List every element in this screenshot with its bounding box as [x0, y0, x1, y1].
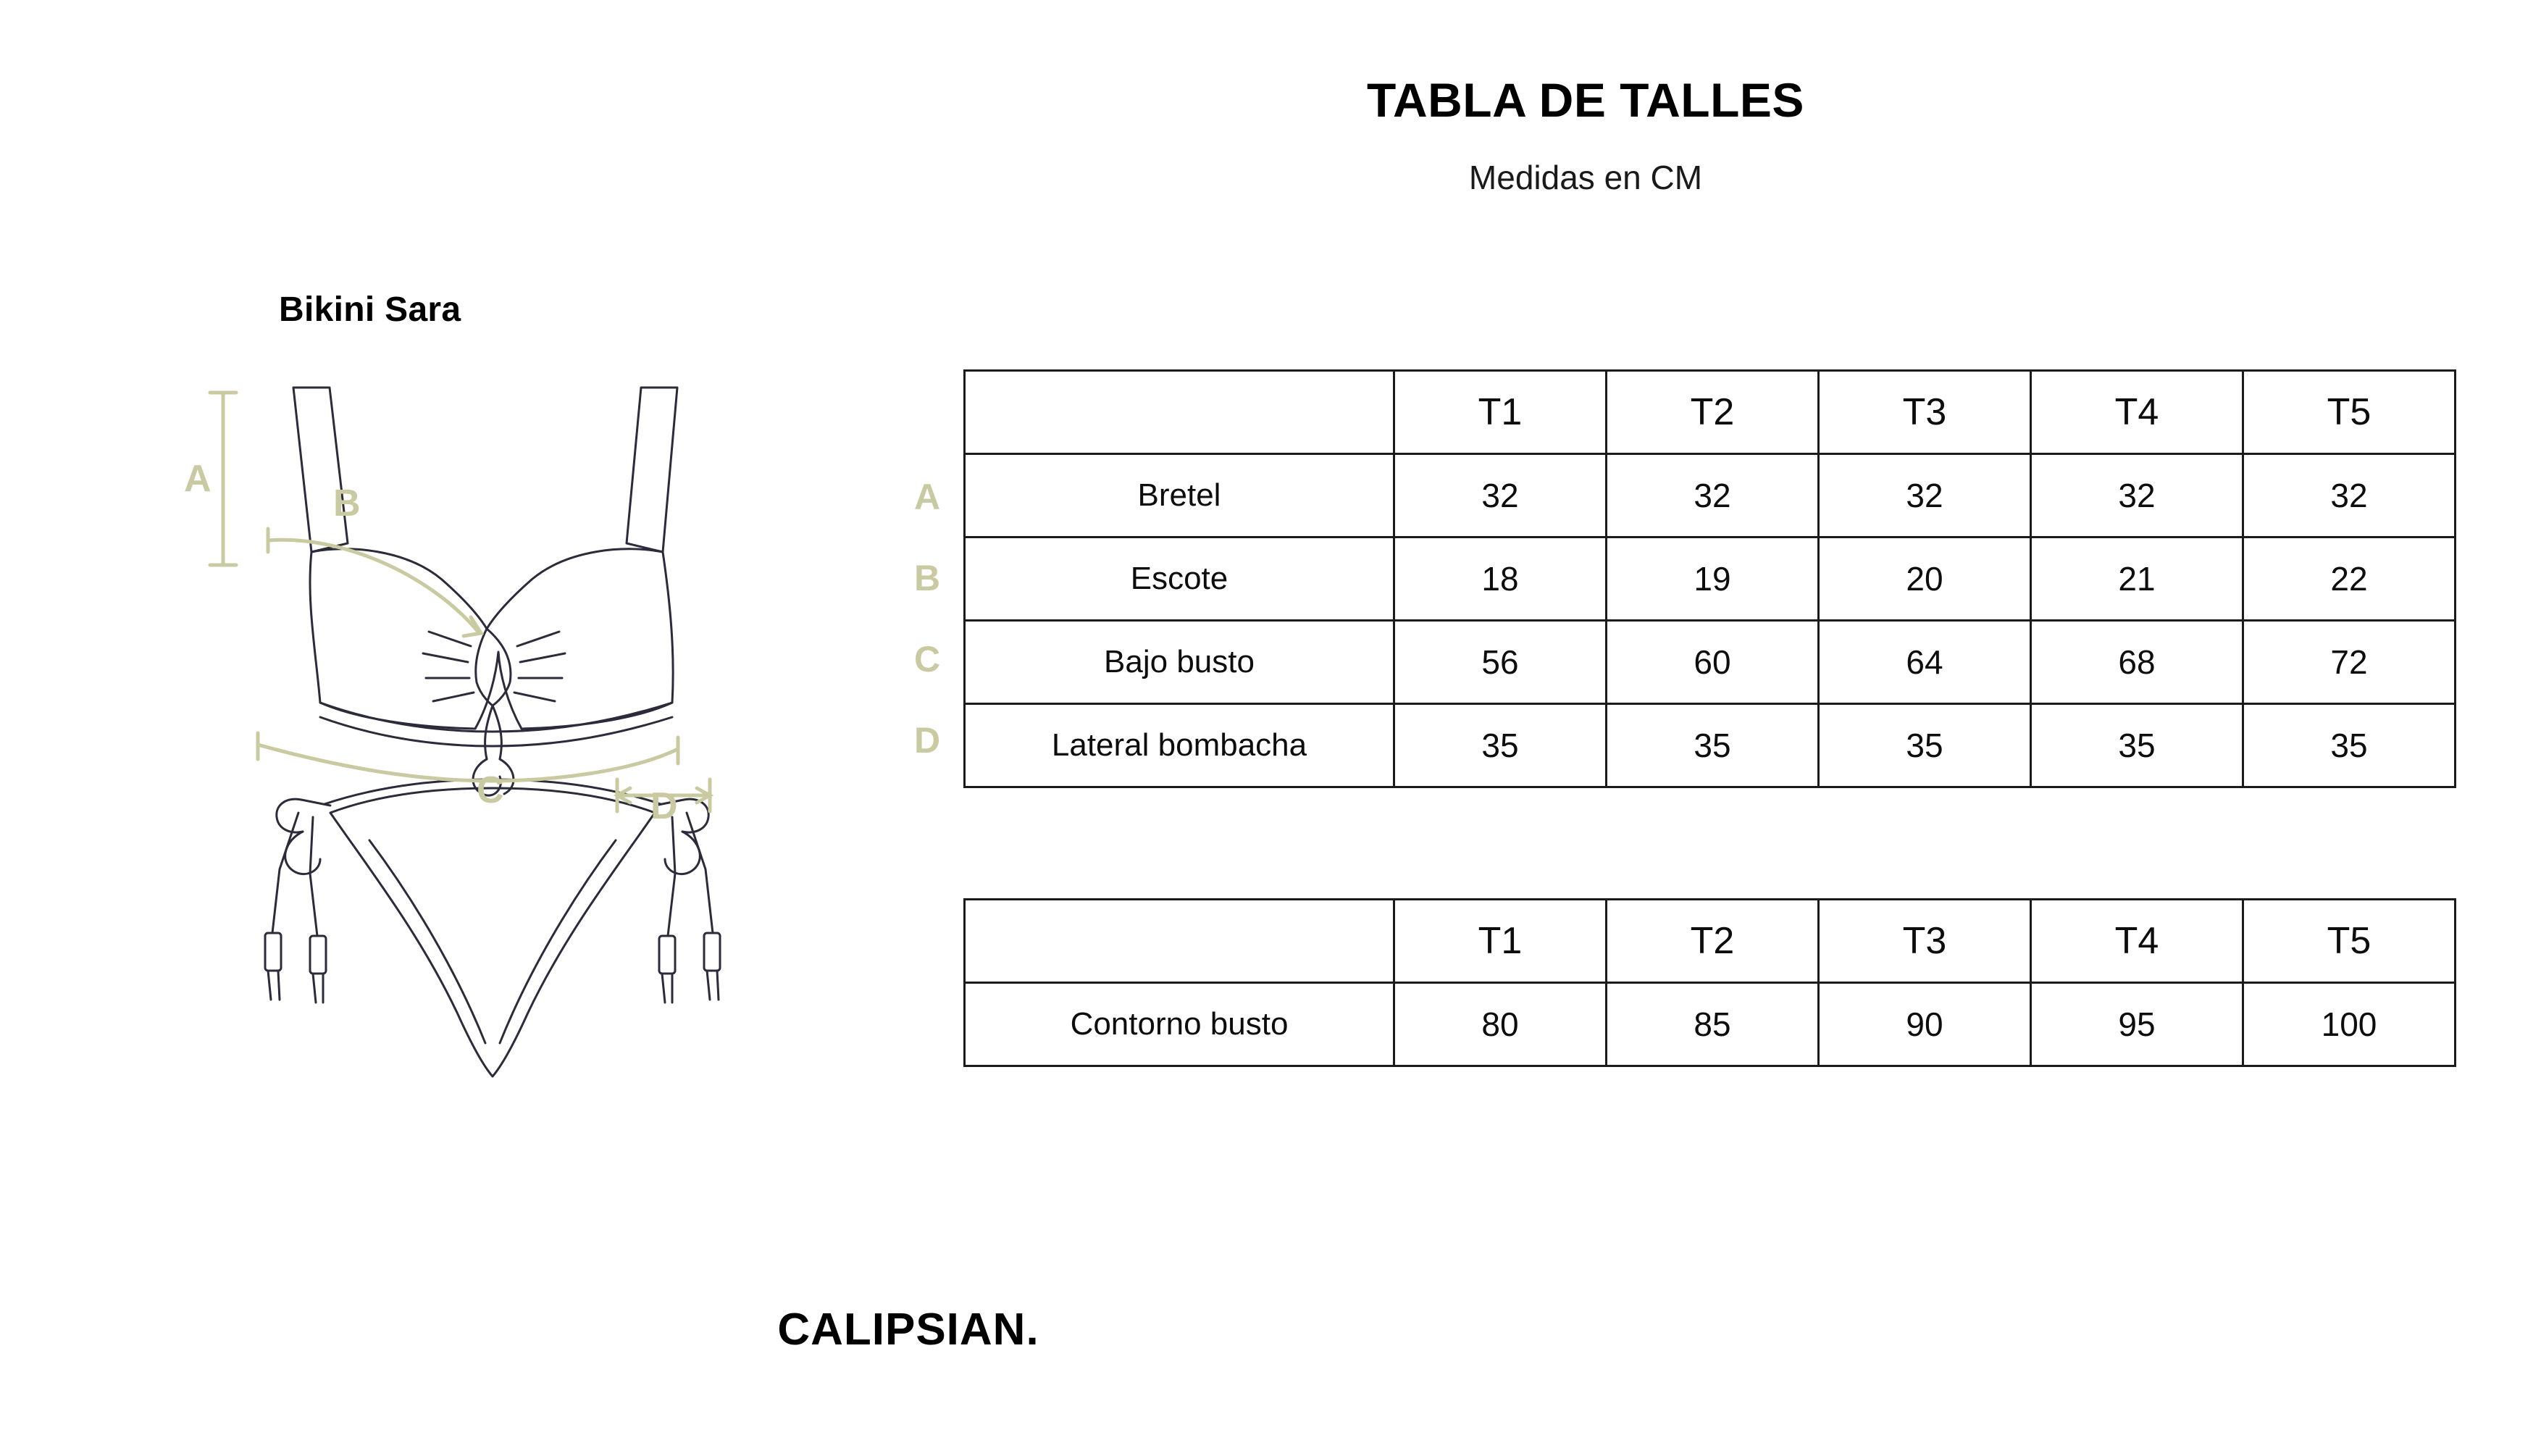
cell-escote-t2: 19 — [1607, 537, 1819, 621]
column-header-t4: T4 — [2031, 371, 2243, 454]
cell-contorno-busto-t1: 80 — [1394, 983, 1607, 1066]
cell-bajo-busto-t5: 72 — [2243, 621, 2456, 704]
measure-letter-b: B — [333, 482, 361, 524]
page-header — [0, 72, 2541, 197]
column-header-t2: T2 — [1607, 371, 1819, 454]
cell-lateral-bombacha-t1: 35 — [1394, 704, 1607, 787]
row-letter-a: A — [913, 477, 941, 517]
cell-escote-t5: 22 — [2243, 537, 2456, 621]
illustration-panel — [130, 275, 891, 1145]
cell-lateral-bombacha-t2: 35 — [1607, 704, 1819, 787]
table-corner-cell — [965, 371, 1394, 454]
brand-name: CALIPSIAN. — [777, 1305, 1039, 1355]
cell-contorno-busto-t2: 85 — [1607, 983, 1819, 1066]
table-row — [965, 704, 2456, 787]
product-name: Bikini Sara — [279, 290, 461, 329]
cell-contorno-busto-t3: 90 — [1819, 983, 2031, 1066]
row-letter-d: D — [913, 720, 941, 761]
table-header-row — [965, 900, 2456, 983]
secondary-column-header-t3: T3 — [1819, 900, 2031, 983]
main-size-table-wrap — [963, 369, 2456, 788]
cell-bajo-busto-t3: 64 — [1819, 621, 2031, 704]
measure-letter-a: A — [184, 458, 212, 500]
table-row — [965, 454, 2456, 537]
cell-bajo-busto-t2: 60 — [1607, 621, 1819, 704]
cell-escote-t4: 21 — [2031, 537, 2243, 621]
secondary-column-header-t2: T2 — [1607, 900, 1819, 983]
row-letter-markers — [902, 456, 953, 781]
table-row — [965, 983, 2456, 1066]
page-subtitle: Medidas en CM — [1468, 159, 1703, 196]
bikini-illustration — [130, 362, 855, 1101]
cell-bretel-t4: 32 — [2031, 454, 2243, 537]
cell-lateral-bombacha-t3: 35 — [1819, 704, 2031, 787]
cell-bretel-t2: 32 — [1607, 454, 1819, 537]
page-title: TABLA DE TALLES — [1367, 73, 1804, 127]
cell-contorno-busto-t4: 95 — [2031, 983, 2243, 1066]
row-label-escote: Escote — [965, 537, 1394, 621]
cell-lateral-bombacha-t4: 35 — [2031, 704, 2243, 787]
cell-bretel-t5: 32 — [2243, 454, 2456, 537]
cell-escote-t3: 20 — [1819, 537, 2031, 621]
cell-escote-t1: 18 — [1394, 537, 1607, 621]
table-row — [965, 621, 2456, 704]
table-header-row — [965, 371, 2456, 454]
cell-bretel-t3: 32 — [1819, 454, 2031, 537]
secondary-column-header-t1: T1 — [1394, 900, 1607, 983]
row-label-contorno-busto: Contorno busto — [965, 983, 1394, 1066]
cell-bretel-t1: 32 — [1394, 454, 1607, 537]
row-label-bretel: Bretel — [965, 454, 1394, 537]
table-row — [965, 537, 2456, 621]
measure-letter-c: C — [477, 769, 504, 811]
row-label-bajo-busto: Bajo busto — [965, 621, 1394, 704]
cell-lateral-bombacha-t5: 35 — [2243, 704, 2456, 787]
main-size-table — [963, 369, 2456, 788]
row-label-lateral-bombacha: Lateral bombacha — [965, 704, 1394, 787]
cell-bajo-busto-t4: 68 — [2031, 621, 2243, 704]
cell-bajo-busto-t1: 56 — [1394, 621, 1607, 704]
secondary-column-header-t4: T4 — [2031, 900, 2243, 983]
secondary-size-table — [963, 898, 2456, 1067]
secondary-column-header-t5: T5 — [2243, 900, 2456, 983]
footer-brand — [0, 1304, 2541, 1355]
secondary-table-corner-cell — [965, 900, 1394, 983]
row-letter-b: B — [913, 558, 941, 598]
column-header-t3: T3 — [1819, 371, 2031, 454]
secondary-size-table-wrap — [963, 898, 2456, 1067]
measure-letter-d: D — [650, 785, 678, 827]
row-letter-c: C — [913, 639, 941, 679]
cell-contorno-busto-t5: 100 — [2243, 983, 2456, 1066]
column-header-t1: T1 — [1394, 371, 1607, 454]
column-header-t5: T5 — [2243, 371, 2456, 454]
